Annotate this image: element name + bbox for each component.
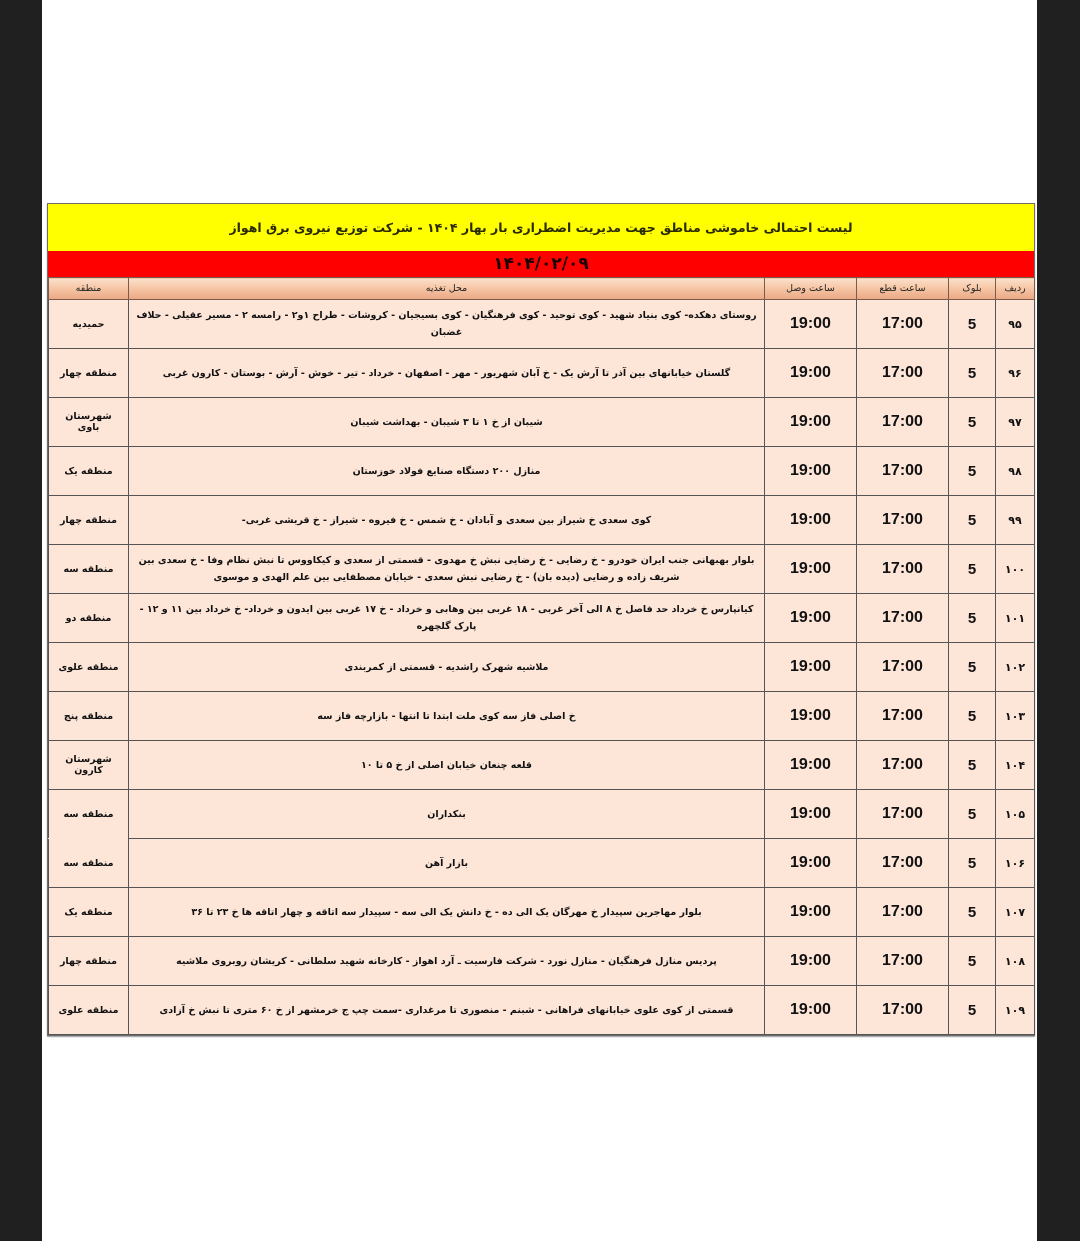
table-row bbox=[49, 496, 1035, 545]
viewer-frame-right bbox=[1037, 0, 1080, 1241]
cell-location: منازل ۲۰۰ دستگاه صنایع فولاد خوزستان bbox=[129, 447, 765, 496]
cell-block: 5 bbox=[949, 496, 996, 545]
cell-connect-time: 19:00 bbox=[765, 839, 857, 888]
cell-block: 5 bbox=[949, 937, 996, 986]
cell-cut-time: 17:00 bbox=[857, 300, 949, 349]
cell-location: شیبان از خ ۱ تا ۳ شیبان - بهداشت شیبان bbox=[129, 398, 765, 447]
header-connect-time: ساعت وصل bbox=[765, 278, 857, 300]
cell-cut-time: 17:00 bbox=[857, 839, 949, 888]
cell-connect-time: 19:00 bbox=[765, 888, 857, 937]
table-row bbox=[49, 300, 1035, 349]
table-row bbox=[49, 888, 1035, 937]
cell-connect-time: 19:00 bbox=[765, 790, 857, 839]
cell-location: کوی سعدی خ شیراز بین سعدی و آبادان - خ شمس - خ فیروه - شیراز - خ قریشی غربی- bbox=[129, 496, 765, 545]
cell-connect-time: 19:00 bbox=[765, 594, 857, 643]
cell-cut-time: 17:00 bbox=[857, 447, 949, 496]
cell-block: 5 bbox=[949, 839, 996, 888]
table-row bbox=[49, 937, 1035, 986]
cell-region: شهرستان باوی bbox=[49, 398, 129, 447]
table-row bbox=[49, 545, 1035, 594]
cell-cut-time: 17:00 bbox=[857, 349, 949, 398]
cell-block: 5 bbox=[949, 349, 996, 398]
cell-cut-time: 17:00 bbox=[857, 888, 949, 937]
cell-location: بلوار مهاجرین سپیدار خ مهرگان یک الی ده - خ دانش یک الی سه - سپیدار سه اتاقه و چهار اتاقه ها خ ۲۳ تا ۳۶ bbox=[129, 888, 765, 937]
cell-region: منطقه یک bbox=[49, 447, 129, 496]
cell-location: بلوار بهبهانی جنب ایران خودرو - خ رضایی - خ رضایی نبش خ مهدوی - قسمتی از سعدی و کیکاووس تا نبش نظام وفا - خ سعدی بین شریف زاده و رضایی (دیده بان) - خ رضایی نبش سعدی - خیابان مصطفایی بین علم الهدی و موسوی bbox=[129, 545, 765, 594]
cell-block: 5 bbox=[949, 741, 996, 790]
cell-connect-time: 19:00 bbox=[765, 447, 857, 496]
table-row bbox=[49, 741, 1035, 790]
cell-location: خ اصلی فاز سه کوی ملت ابتدا تا انتها - بازارچه فاز سه bbox=[129, 692, 765, 741]
cell-block: 5 bbox=[949, 545, 996, 594]
cell-location: قسمتی از کوی علوی خیابانهای فراهانی - شبنم - منصوری تا مرغداری -سمت چپ ج خرمشهر از خ ۶۰ متری تا نبش خ آزادی bbox=[129, 986, 765, 1035]
table-row bbox=[49, 447, 1035, 496]
cell-cut-time: 17:00 bbox=[857, 594, 949, 643]
cell-block: 5 bbox=[949, 692, 996, 741]
cell-cut-time: 17:00 bbox=[857, 790, 949, 839]
cell-connect-time: 19:00 bbox=[765, 496, 857, 545]
cell-cut-time: 17:00 bbox=[857, 398, 949, 447]
header-cut-time: ساعت قطع bbox=[857, 278, 949, 300]
cell-connect-time: 19:00 bbox=[765, 741, 857, 790]
cell-location: ملاشیه شهرک راشدیه - قسمتی از کمربندی bbox=[129, 643, 765, 692]
cell-connect-time: 19:00 bbox=[765, 300, 857, 349]
viewer-frame-left bbox=[0, 0, 42, 1241]
cell-region: منطقه سه bbox=[49, 545, 129, 594]
document-title: لیست احتمالی خاموشی مناطق جهت مدیریت اضطراری بار بهار ۱۴۰۴ - شرکت توزیع نیروی برق اهواز bbox=[48, 204, 1034, 251]
cell-radif: ۱۰۵ bbox=[996, 790, 1035, 839]
cell-radif: ۱۰۱ bbox=[996, 594, 1035, 643]
cell-region: منطقه دو bbox=[49, 594, 129, 643]
cell-connect-time: 19:00 bbox=[765, 937, 857, 986]
cell-region: منطقه یک bbox=[49, 888, 129, 937]
cell-region: منطقه چهار bbox=[49, 349, 129, 398]
cell-cut-time: 17:00 bbox=[857, 545, 949, 594]
cell-location: گلستان خیابانهای بین آذر تا آرش یک - خ آبان شهریور - مهر - اصفهان - خرداد - تیر - خوش - آرش - بوستان - کارون غربی bbox=[129, 349, 765, 398]
cell-region: حمیدیه bbox=[49, 300, 129, 349]
cell-region: منطقه سه bbox=[49, 839, 129, 888]
table-row bbox=[49, 349, 1035, 398]
cell-block: 5 bbox=[949, 790, 996, 839]
table-row bbox=[49, 643, 1035, 692]
document-page bbox=[42, 0, 1037, 1241]
cell-location: کیانپارس خ خرداد حد فاصل خ ۸ الی آخر غربی - ۱۸ غربی بین وهابی و خرداد - خ ۱۷ غربی بین ایدون و خرداد- خ خرداد بین ۱۱ و ۱۲ - پارک گلچهره bbox=[129, 594, 765, 643]
header-region: منطقه bbox=[49, 278, 129, 300]
cell-region: منطقه چهار bbox=[49, 937, 129, 986]
table-row bbox=[49, 692, 1035, 741]
table-header-row bbox=[49, 278, 1035, 300]
cell-block: 5 bbox=[949, 300, 996, 349]
table-row bbox=[49, 594, 1035, 643]
cell-cut-time: 17:00 bbox=[857, 741, 949, 790]
cell-block: 5 bbox=[949, 888, 996, 937]
table-row bbox=[49, 986, 1035, 1035]
cell-radif: ۱۰۸ bbox=[996, 937, 1035, 986]
cell-connect-time: 19:00 bbox=[765, 986, 857, 1035]
cell-cut-time: 17:00 bbox=[857, 496, 949, 545]
cell-radif: ۱۰۲ bbox=[996, 643, 1035, 692]
cell-block: 5 bbox=[949, 594, 996, 643]
cell-connect-time: 19:00 bbox=[765, 545, 857, 594]
cell-connect-time: 19:00 bbox=[765, 398, 857, 447]
cell-location: بازار آهن bbox=[129, 839, 765, 888]
cell-connect-time: 19:00 bbox=[765, 643, 857, 692]
cell-radif: ۱۰۶ bbox=[996, 839, 1035, 888]
cell-region: شهرستان کارون bbox=[49, 741, 129, 790]
cell-cut-time: 17:00 bbox=[857, 692, 949, 741]
cell-radif: ۱۰۳ bbox=[996, 692, 1035, 741]
cell-location: روستای دهکده- کوی بنیاد شهید - کوی توحید - کوی فرهنگیان - کوی بسیجیان - کروشات - طراح ۱و۲ - رامسه ۲ - مسیر عقیلی - حلاف غضبان bbox=[129, 300, 765, 349]
header-radif: ردیف bbox=[996, 278, 1035, 300]
cell-block: 5 bbox=[949, 643, 996, 692]
cell-radif: ۹۵ bbox=[996, 300, 1035, 349]
header-block: بلوک bbox=[949, 278, 996, 300]
header-location: محل تغذیه bbox=[129, 278, 765, 300]
cell-connect-time: 19:00 bbox=[765, 349, 857, 398]
cell-radif: ۹۷ bbox=[996, 398, 1035, 447]
outage-schedule-sheet bbox=[47, 203, 1035, 1036]
cell-region: منطقه علوی bbox=[49, 986, 129, 1035]
cell-location: بنکداران bbox=[129, 790, 765, 839]
cell-block: 5 bbox=[949, 398, 996, 447]
cell-region: منطقه سه bbox=[49, 790, 129, 839]
cell-block: 5 bbox=[949, 447, 996, 496]
cell-radif: ۱۰۰ bbox=[996, 545, 1035, 594]
cell-radif: ۹۶ bbox=[996, 349, 1035, 398]
table-row bbox=[49, 398, 1035, 447]
cell-block: 5 bbox=[949, 986, 996, 1035]
cell-connect-time: 19:00 bbox=[765, 692, 857, 741]
cell-region: منطقه علوی bbox=[49, 643, 129, 692]
cell-region: منطقه چهار bbox=[49, 496, 129, 545]
cell-location: پردیس منازل فرهنگیان - منازل نورد - شرکت فارسیت ـ آرد اهواز - کارخانه شهید سلطانی - کریشان روبروی ملاشیه bbox=[129, 937, 765, 986]
cell-cut-time: 17:00 bbox=[857, 937, 949, 986]
table-row bbox=[49, 839, 1035, 888]
cell-radif: ۹۹ bbox=[996, 496, 1035, 545]
outage-table bbox=[48, 277, 1035, 1035]
cell-cut-time: 17:00 bbox=[857, 986, 949, 1035]
cell-cut-time: 17:00 bbox=[857, 643, 949, 692]
schedule-date: ۱۴۰۴/۰۲/۰۹ bbox=[48, 251, 1034, 277]
cell-radif: ۱۰۹ bbox=[996, 986, 1035, 1035]
cell-radif: ۱۰۴ bbox=[996, 741, 1035, 790]
cell-radif: ۱۰۷ bbox=[996, 888, 1035, 937]
cell-radif: ۹۸ bbox=[996, 447, 1035, 496]
table-row bbox=[49, 790, 1035, 839]
cell-region: منطقه پنج bbox=[49, 692, 129, 741]
cell-location: قلعه چنعان خیابان اصلی از خ ۵ تا ۱۰ bbox=[129, 741, 765, 790]
